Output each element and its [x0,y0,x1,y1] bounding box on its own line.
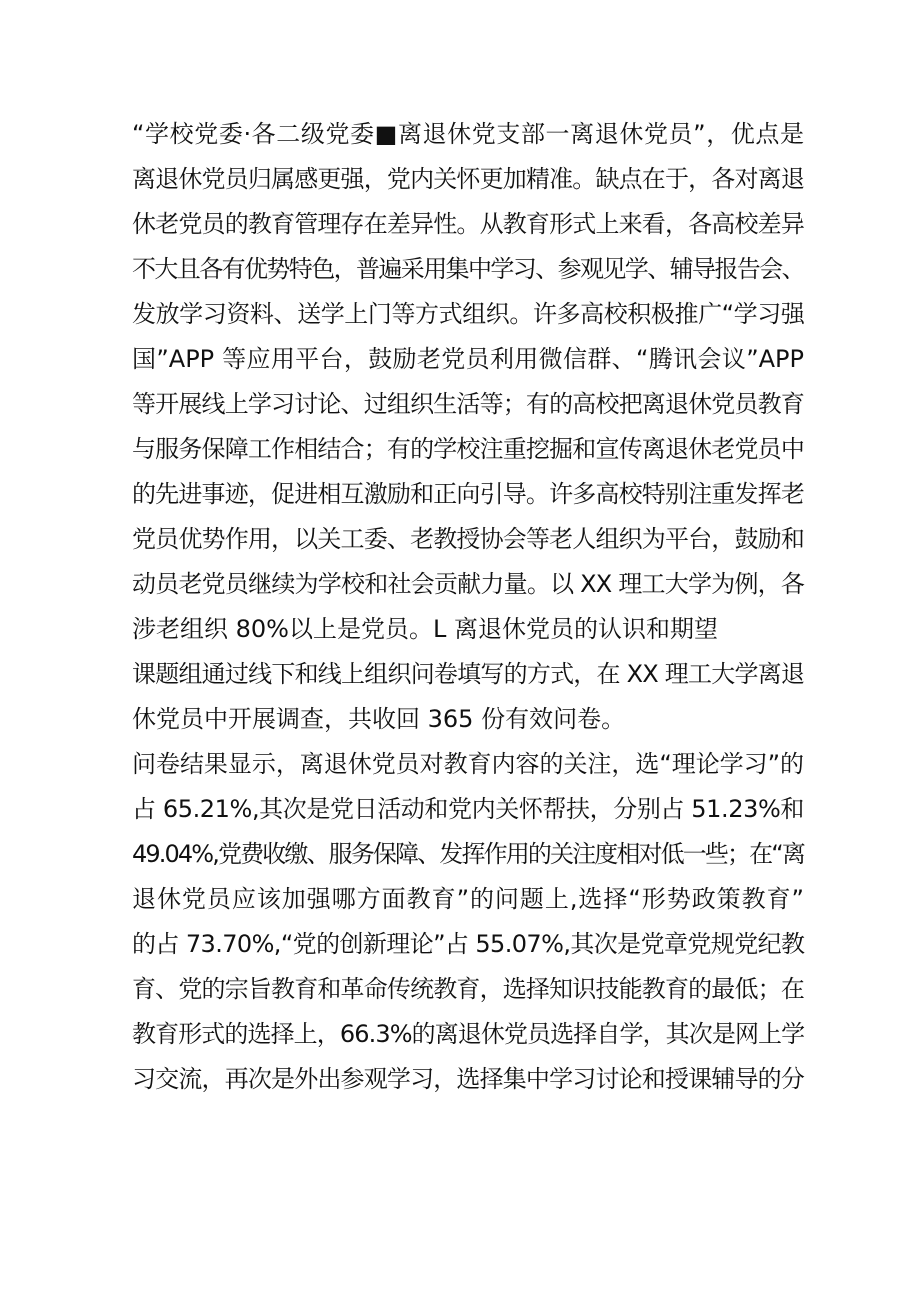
text-line: 涉老组织 80%以上是党员。L 离退休党员的认识和期望 [132,615,718,643]
text-line: 习交流，再次是外出参观学习，选择集中学习讨论和授课辅导的分 [132,1065,804,1093]
text-line: 离退休党员归属感更强，党内关怀更加精准。缺点在于，各对离退 [132,165,804,193]
text-line: 49.04%,党费收缴、服务保障、发挥作用的关注度相对低一些；在“离 [132,840,804,868]
text-line: 课题组通过线下和线上组织问卷填写的方式，在 XX 理工大学离退 [132,660,805,688]
text-line: 教育形式的选择上，66.3%的离退休党员选择自学，其次是网上学 [132,1020,805,1048]
text-line: 休党员中开展调查，共收回 365 份有效问卷。 [132,705,626,733]
text-line: 国”APP 等应用平台，鼓励老党员利用微信群、“腾讯会议”APP [132,345,804,373]
text-line: 问卷结果显示，离退休党员对教育内容的关注，选“理论学习”的 [132,750,804,778]
text-line: 的先进事迹，促进相互激励和正向引导。许多高校特别注重发挥老 [132,480,804,508]
text-line: 占 65.21%,其次是党日活动和党内关怀帮扶，分别占 51.23%和 [132,795,804,823]
text-line: 退休党员应该加强哪方面教育”的问题上,选择“形势政策教育” [132,885,804,913]
text-line: 党员优势作用，以关工委、老教授协会等老人组织为平台，鼓励和 [132,525,804,553]
body-text [132,112,804,1102]
text-line: 与服务保障工作相结合；有的学校注重挖掘和宣传离退休老党员中 [132,435,804,463]
text-line: 发放学习资料、送学上门等方式组织。许多高校积极推广“学习强 [132,300,805,328]
text-line: “学校党委·各二级党委■离退休党支部一离退休党员”，优点是 [132,120,804,148]
text-line: 休老党员的教育管理存在差异性。从教育形式上来看，各高校差异 [132,210,804,238]
text-line: 的占 73.70%,“党的创新理论”占 55.07%,其次是党章党规党纪教 [132,930,805,958]
text-line: 不大且各有优势特色，普遍采用集中学习、参观见学、辅导报告会、 [132,255,804,283]
text-line: 等开展线上学习讨论、过组织生活等；有的高校把离退休党员教育 [132,390,804,418]
text-line: 育、党的宗旨教育和革命传统教育，选择知识技能教育的最低；在 [132,975,804,1003]
text-line: 动员老党员继续为学校和社会贡献力量。以 XX 理工大学为例，各 [132,570,805,598]
